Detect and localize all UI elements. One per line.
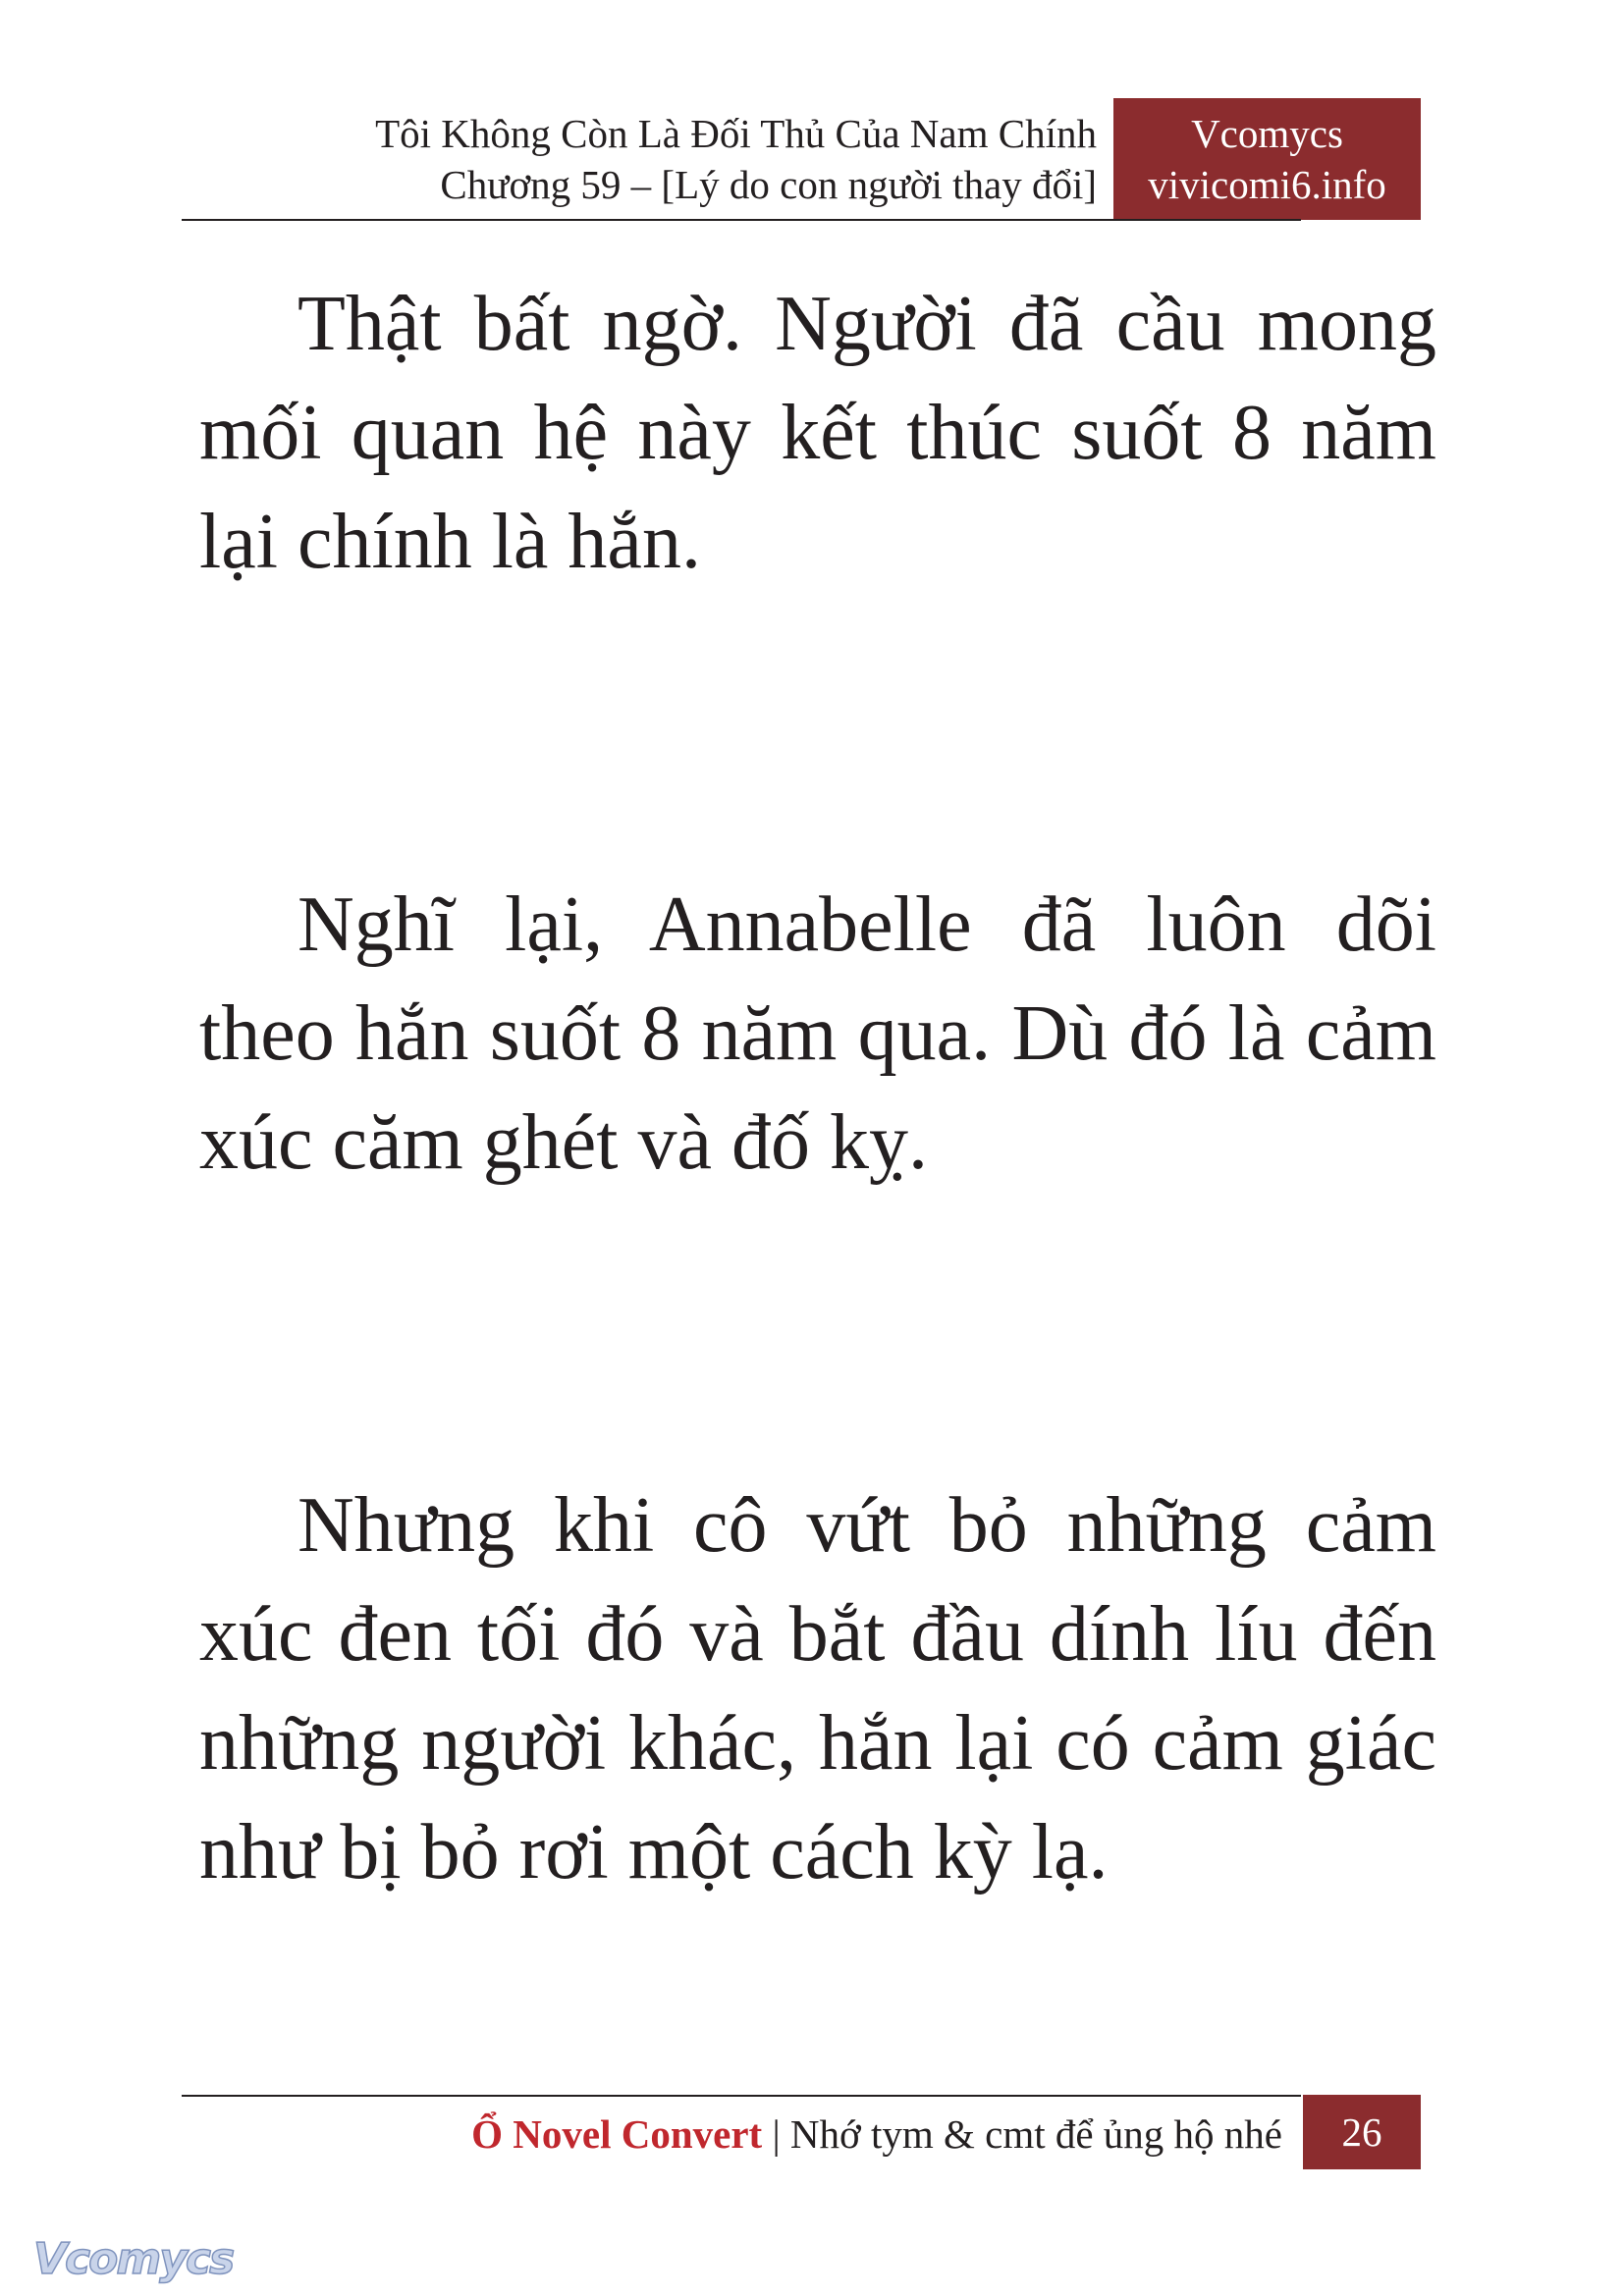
footer-brand: Ổ Novel Convert xyxy=(471,2111,763,2157)
paragraph-1: Thật bất ngờ. Người đã cầu mong mối quan hệ này kết thúc suốt 8 năm lại chính là hắn. xyxy=(199,281,1436,585)
footer-divider xyxy=(182,2095,1301,2097)
watermark-text: Vcomycs xyxy=(33,2234,234,2284)
book-title: Tôi Không Còn Là Đối Thủ Của Nam Chính xyxy=(375,111,1097,156)
chapter-title: Chương 59 – [Lý do con người thay đổi] xyxy=(440,162,1097,207)
brand-name: Vcomycs xyxy=(1191,111,1343,156)
page-header xyxy=(182,98,1421,220)
header-titles xyxy=(375,108,1097,210)
header-brand-box xyxy=(1113,98,1421,220)
page-number: 26 xyxy=(1303,2095,1421,2169)
paragraph-2: Nghĩ lại, Annabelle đã luôn dõi theo hắn suốt 8 năm qua. Dù đó là cảm xúc căm ghét và đố kỵ. xyxy=(199,881,1436,1186)
vcomycs-watermark-logo xyxy=(29,2228,245,2287)
footer-separator: | xyxy=(762,2111,790,2157)
footer-text xyxy=(471,2109,1282,2160)
header-divider xyxy=(182,219,1301,221)
brand-site: vivicomi6.info xyxy=(1148,162,1386,207)
chapter-body xyxy=(199,270,1436,2181)
paragraph-3: Nhưng khi cô vứt bỏ những cảm xúc đen tối đó và bắt đầu dính líu đến những người khác, hắn lại có cảm giác như bị bỏ rơi một cách kỳ lạ. xyxy=(199,1482,1436,1896)
footer-message: Nhớ tym & cmt để ủng hộ nhé xyxy=(789,2111,1282,2157)
